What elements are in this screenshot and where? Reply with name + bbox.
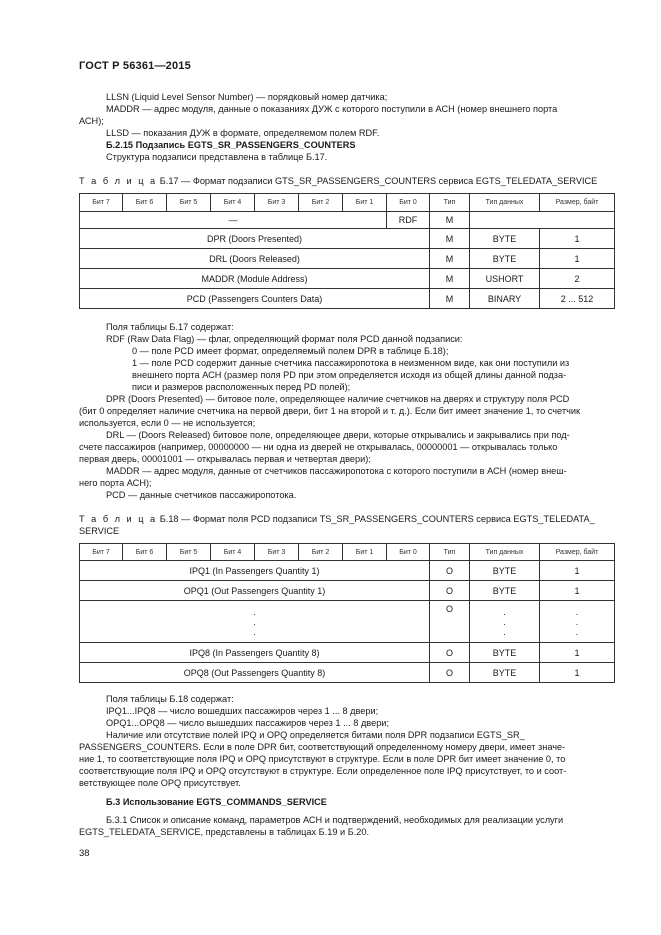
ellipsis-dot: . bbox=[503, 626, 506, 637]
table18-type-cell: O bbox=[430, 663, 470, 683]
table17-type-cell: M bbox=[430, 269, 470, 289]
table17-size-cell: 1 bbox=[540, 249, 615, 269]
table18-type-cell: O bbox=[430, 561, 470, 581]
fields17-line: него порта АСН); bbox=[79, 478, 152, 488]
table17-row bbox=[80, 269, 615, 289]
table18-dtype-cell: BYTE bbox=[470, 643, 540, 663]
table17-rdf-cell: RDF bbox=[387, 212, 430, 229]
table18-row bbox=[80, 643, 615, 663]
table18-header-cell: Бит 3 bbox=[255, 544, 299, 561]
table17-header-cell: Бит 2 bbox=[299, 194, 343, 212]
table17-caption bbox=[79, 175, 597, 187]
table18-field-cell: IPQ8 (In Passengers Quantity 8) bbox=[80, 643, 430, 663]
table17-size-cell: 2 ... 512 bbox=[540, 289, 615, 309]
fields17-line: 1 — поле PCD содержит данные счетчика пассажиропотока в неизменном виде, как они поступили из bbox=[132, 358, 570, 368]
fields17-line: RDF (Raw Data Flag) — флаг, определяющий формат поля PCD данной подзаписи: bbox=[106, 334, 463, 344]
section-b3-text: Б.3.1 Список и описание команд, параметров АСН и подтверждений, необходимых для реализации услуги bbox=[106, 815, 564, 825]
table17-header-cell: Тип bbox=[430, 194, 470, 212]
table18-row bbox=[80, 581, 615, 601]
table17-header-cell: Бит 7 bbox=[80, 194, 123, 212]
table17 bbox=[79, 193, 615, 309]
table17-type-cell: M bbox=[430, 229, 470, 249]
table18-field-cell: OPQ8 (Out Passengers Quantity 8) bbox=[80, 663, 430, 683]
table17-header-cell: Бит 4 bbox=[211, 194, 255, 212]
fields18-line: IPQ1...IPQ8 — число вошедших пассажиров через 1 ... 8 двери; bbox=[106, 706, 379, 716]
ellipsis-dot: . bbox=[575, 606, 579, 617]
table17-dtype-cell: BINARY bbox=[470, 289, 540, 309]
fields17-line: Поля таблицы Б.17 содержат: bbox=[106, 322, 234, 332]
fields17-line: MADDR — адрес модуля, данные от счетчиков пассажиропотока с которого поступили в АСН (номер внеш- bbox=[106, 466, 567, 476]
table18-caption-prefix: Т а б л и ц а bbox=[79, 514, 158, 524]
fields18-line: соответствующие поля IPQ и OPQ отсутствуют в структуре. Если определенное поле IPQ присутствует, то и соот- bbox=[79, 766, 567, 776]
table18-ellipsis-cell bbox=[80, 601, 430, 643]
table17-dash-cell: — bbox=[80, 212, 387, 229]
table18-dtype-cell: BYTE bbox=[470, 663, 540, 683]
table17-size-cell: 1 bbox=[540, 229, 615, 249]
table17-header-cell: Бит 1 bbox=[343, 194, 387, 212]
table17-type-cell: M bbox=[430, 289, 470, 309]
fields17-line: внешнего порта АСН (размер поля PD при этом определяется исходя из общей длины данной подза- bbox=[132, 370, 567, 380]
table18-row bbox=[80, 663, 615, 683]
table17-header-cell: Бит 5 bbox=[167, 194, 211, 212]
fields17-line: первая дверь, 00001001 — открывалась первая и четвертая двери); bbox=[79, 454, 371, 464]
table17-field-cell: PCD (Passengers Counters Data) bbox=[80, 289, 430, 309]
ellipsis-dot: . bbox=[503, 616, 506, 627]
table18-header-cell: Бит 1 bbox=[343, 544, 387, 561]
table17-row bbox=[80, 249, 615, 269]
table17-dtype-cell: BYTE bbox=[470, 229, 540, 249]
table17-row bbox=[80, 229, 615, 249]
table18-size-cell: 1 bbox=[540, 663, 615, 683]
table17-type-cell: M bbox=[430, 212, 470, 229]
table18-caption-text: Б.18 — Формат поля PCD подзаписи TS_SR_PASSENGERS_COUNTERS сервиса EGTS_TELEDATA_ bbox=[159, 514, 595, 524]
fields18-line: Наличие или отсутствие полей IPQ и OPQ определяется битами поля DPR подзаписи EGTS_SR_ bbox=[106, 730, 525, 740]
table18-size-cell: 1 bbox=[540, 581, 615, 601]
table18-caption-cont: SERVICE bbox=[79, 526, 120, 536]
llsn-definition: LLSN (Liquid Level Sensor Number) — порядковый номер датчика; bbox=[106, 92, 388, 102]
table17-field-cell: DRL (Doors Released) bbox=[80, 249, 430, 269]
section-b215-text: Структура подзаписи представлена в таблице Б.17. bbox=[106, 152, 328, 162]
fields17-line: DRL — (Doors Released) битовое поле, определяющее двери, которые открывались и закрывались при под- bbox=[106, 430, 570, 440]
table18-header-cell: Бит 0 bbox=[387, 544, 430, 561]
table17-header-cell: Размер, байт bbox=[540, 194, 615, 212]
llsd-definition: LLSD — показания ДУЖ в формате, определяемом полем RDF. bbox=[106, 128, 380, 138]
table18-header-cell: Бит 2 bbox=[299, 544, 343, 561]
table18-field-cell: OPQ1 (Out Passengers Quantity 1) bbox=[80, 581, 430, 601]
table18-header-cell: Бит 7 bbox=[80, 544, 123, 561]
fields17-line: 0 — поле PCD имеет формат, определяемый полем DPR в таблице Б.18); bbox=[132, 346, 449, 356]
table18-header-row bbox=[80, 544, 615, 561]
table18-caption bbox=[79, 513, 595, 525]
ellipsis-dot: . bbox=[575, 626, 579, 637]
table18-header-cell: Тип bbox=[430, 544, 470, 561]
table17-dtype-cell: USHORT bbox=[470, 269, 540, 289]
table18-type-cell: O bbox=[430, 643, 470, 663]
section-b3-heading: Б.3 Использование EGTS_COMMANDS_SERVICE bbox=[106, 797, 327, 807]
table18-header-cell: Бит 6 bbox=[123, 544, 167, 561]
table18-ellipsis-cell bbox=[470, 601, 540, 643]
table17-type-cell: M bbox=[430, 249, 470, 269]
fields17-line: DPR (Doors Presented) — битовое поле, определяющее наличие счетчиков на дверях и структуру поля PCD bbox=[106, 394, 570, 404]
table17-field-cell: MADDR (Module Address) bbox=[80, 269, 430, 289]
table17-header-row bbox=[80, 194, 615, 212]
maddr-definition-cont: АСН); bbox=[79, 116, 104, 126]
table18-header-cell: Бит 5 bbox=[167, 544, 211, 561]
table18-field-cell: IPQ1 (In Passengers Quantity 1) bbox=[80, 561, 430, 581]
section-b215-heading: Б.2.15 Подзапись EGTS_SR_PASSENGERS_COUNTERS bbox=[106, 140, 356, 150]
fields17-line: писи и размеров расположенных перед PD полей); bbox=[132, 382, 351, 392]
table18-type-cell: O bbox=[430, 601, 470, 643]
fields17-line: используется, если 0 — не используется; bbox=[79, 418, 256, 428]
table18-header-cell: Размер, байт bbox=[540, 544, 615, 561]
table18-header-cell: Тип данных bbox=[470, 544, 540, 561]
table18 bbox=[79, 543, 615, 683]
fields18-line: ние 1, то соответствующие поля IPQ и OPQ присутствуют в структуре. Если в поле DPR бит имеет значение 0, то bbox=[79, 754, 566, 764]
standard-header: ГОСТ Р 56361—2015 bbox=[79, 60, 191, 72]
fields18-line: ветствующее поле OPQ присутствует. bbox=[79, 778, 241, 788]
maddr-definition: MADDR — адрес модуля, данные о показаниях ДУЖ с которого поступили в АСН (номер внешнего порта bbox=[106, 104, 558, 114]
table17-header-cell: Бит 6 bbox=[123, 194, 167, 212]
table17-empty-cell bbox=[470, 212, 615, 229]
fields18-line: OPQ1...OPQ8 — число вышедших пассажиров через 1 ... 8 двери; bbox=[106, 718, 389, 728]
fields18-line: PASSENGERS_COUNTERS. Если в поле DPR бит, соответствующий определенному номеру двери, имеет значе- bbox=[79, 742, 566, 752]
ellipsis-dot: . bbox=[253, 606, 256, 617]
table18-ellipsis-row bbox=[80, 601, 615, 643]
ellipsis-dot: . bbox=[575, 616, 579, 627]
fields18-line: Поля таблицы Б.18 содержат: bbox=[106, 694, 234, 704]
table17-field-cell: DPR (Doors Presented) bbox=[80, 229, 430, 249]
table18-dtype-cell: BYTE bbox=[470, 561, 540, 581]
table17-caption-prefix: Т а б л и ц а bbox=[79, 176, 158, 186]
ellipsis-dot: . bbox=[503, 606, 506, 617]
table18-size-cell: 1 bbox=[540, 643, 615, 663]
ellipsis-dot: . bbox=[253, 616, 256, 627]
fields17-line: (бит 0 определяет наличие счетчика на первой двери, бит 1 на второй и т. д.). Если бит имеет значение 1, то счетчик bbox=[79, 406, 581, 416]
table18-header-cell: Бит 4 bbox=[211, 544, 255, 561]
fields17-line: счете пассажиров (например, 00000000 — ни одна из дверей не открывалась, 00000001 — открывалась только bbox=[79, 442, 558, 452]
table17-header-cell: Тип данных bbox=[470, 194, 540, 212]
table17-row bbox=[80, 289, 615, 309]
table17-dtype-cell: BYTE bbox=[470, 249, 540, 269]
table18-type-cell: O bbox=[430, 581, 470, 601]
section-b3-text-cont: EGTS_TELEDATA_SERVICE, представлены в таблицах Б.19 и Б.20. bbox=[79, 827, 370, 837]
table17-header-cell: Бит 3 bbox=[255, 194, 299, 212]
table17-size-cell: 2 bbox=[540, 269, 615, 289]
fields17-line: PCD — данные счетчиков пассажиропотока. bbox=[106, 490, 297, 500]
table18-ellipsis-cell bbox=[540, 601, 615, 643]
table17-caption-text: Б.17 — Формат подзаписи GTS_SR_PASSENGERS_COUNTERS сервиса EGTS_TELEDATA_SERVICE bbox=[159, 176, 598, 186]
page-number: 38 bbox=[79, 848, 90, 859]
ellipsis-dot: . bbox=[253, 626, 256, 637]
table17-header-cell: Бит 0 bbox=[387, 194, 430, 212]
table18-row bbox=[80, 561, 615, 581]
table18-dtype-cell: BYTE bbox=[470, 581, 540, 601]
table18-size-cell: 1 bbox=[540, 561, 615, 581]
table17-row-flags bbox=[80, 212, 615, 229]
